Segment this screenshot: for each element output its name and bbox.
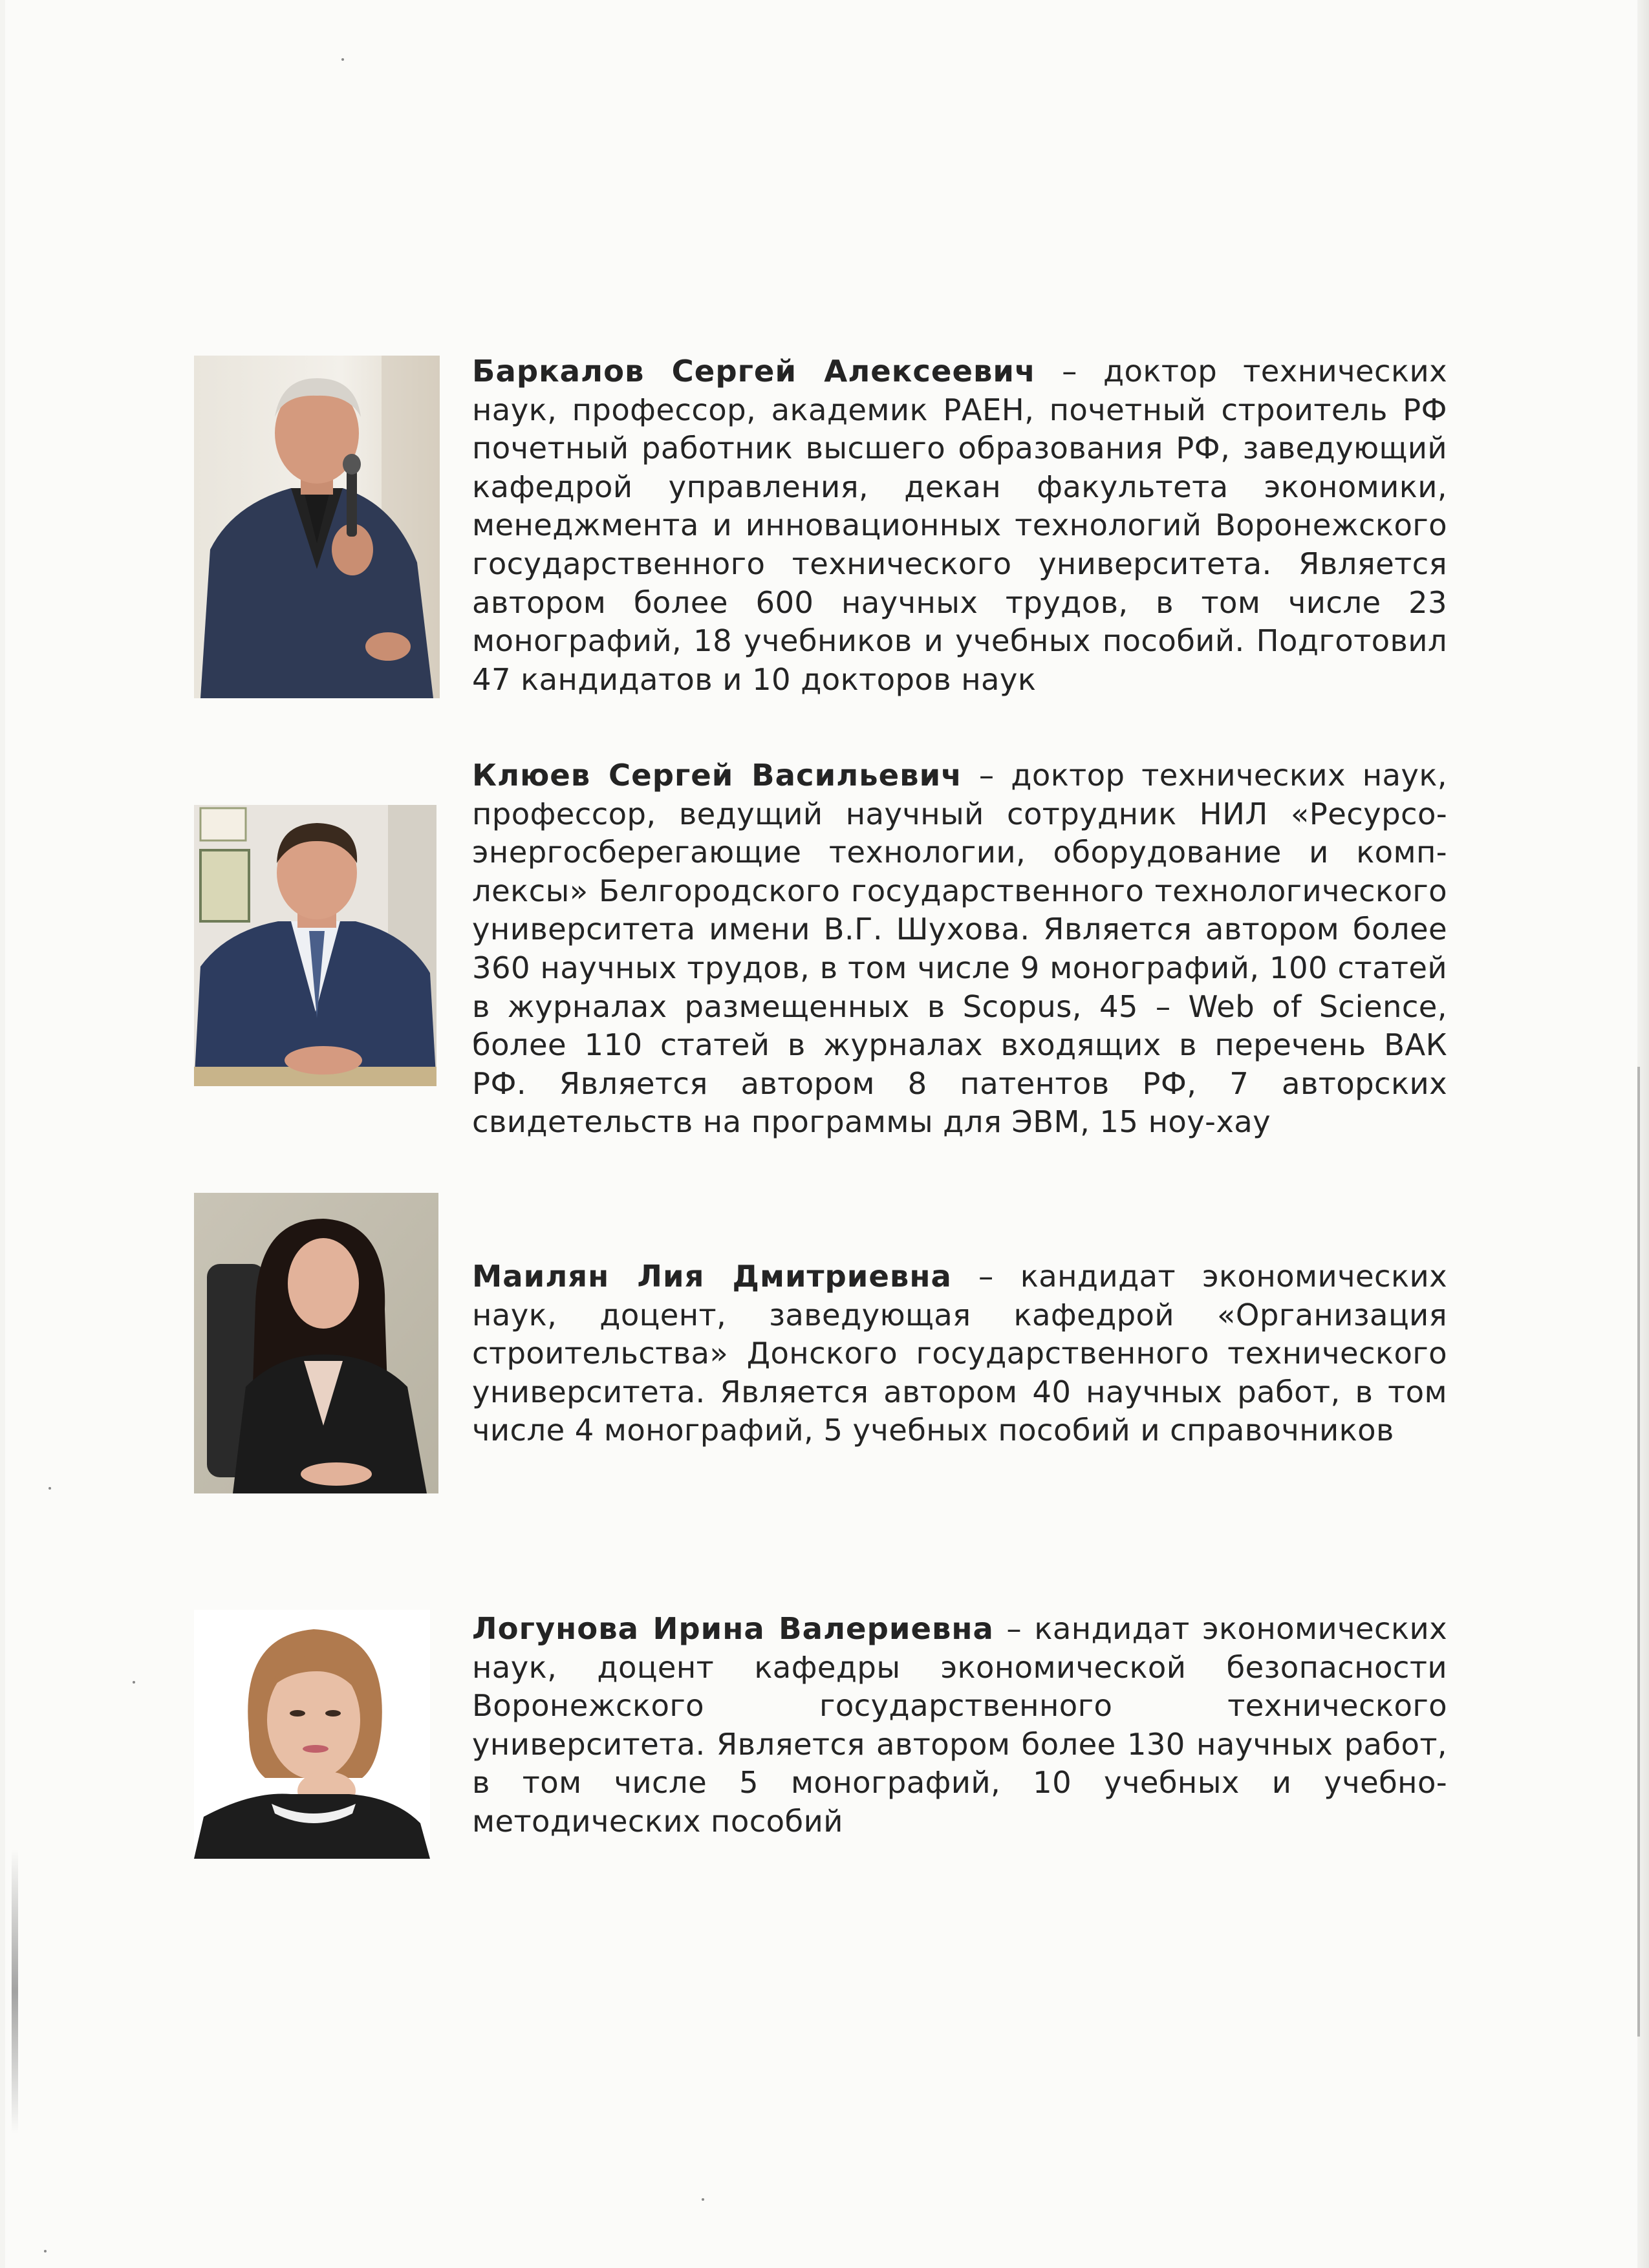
author-name: Маилян Лия Дмитриевна — [472, 1259, 952, 1294]
author-bio-text: кандидат экономических наук, доцент, заведующая кафедрой «Организация строительства» Донского государственного технического университета. Является автором 40 научных работ, в том числе 4 монографий, 5 учебных пособий и справочников — [472, 1259, 1447, 1448]
scan-streak — [12, 1849, 18, 2134]
author-bio — [472, 1610, 1447, 1841]
author-photo-image — [194, 1610, 430, 1859]
author-photo — [194, 356, 440, 698]
author-name: Баркалов Сергей Алексеевич — [472, 354, 1036, 389]
author-entry — [194, 1193, 1455, 1497]
author-photo — [194, 805, 436, 1086]
author-bio — [472, 756, 1447, 1142]
author-entry — [194, 756, 1455, 1157]
scan-speck — [133, 1681, 135, 1684]
scan-speck — [702, 2198, 704, 2201]
author-entry — [194, 352, 1455, 714]
author-photo-image — [194, 1193, 438, 1493]
author-bio-text: кандидат экономических наук, доцент кафедры экономической безопасности Воронежского государственного технического университета. Является автором более 130 научных работ, в том числе 5 монографий, 10 учебных и учебно-методических пособий — [472, 1611, 1447, 1839]
author-photo — [194, 1610, 430, 1859]
scan-edge-left — [0, 0, 5, 2268]
author-name: Логунова Ирина Валериевна — [472, 1611, 994, 1646]
author-bio — [472, 352, 1447, 699]
author-photo-image — [194, 805, 436, 1086]
author-photo-image — [194, 356, 440, 698]
scan-speck — [44, 2250, 47, 2252]
author-bio-text: доктор технических наук, профессор, академик РАЕН, почетный строитель РФ почетный работник высшего образования РФ, заведующий кафедрой управления, декан факультета экономики, менеджмента и инновационных технологий Воронежского государственного технического университета. Является автором более 600 научных трудов, в том числе 23 монографий, 18 учебников и учебных пособий. Подготовил 47 кандидатов и 10 докторов наук — [472, 354, 1448, 697]
name-dash: – — [951, 1259, 1020, 1294]
author-bio-text: доктор технических наук, профессор, ведущий научный сотрудник НИЛ «Ресурсо-энергосберегающие технологии, оборудование и комп-лексы» Белгородского государственного технологического университета имени В.Г. Шухова. Является автором более 360 научных трудов, в том числе 9 монографий, 100 статей в журналах размещенных в Scopus, 45 – Web of Science, более 110 статей в журналах входящих в перечень ВАК РФ. Является автором 8 патентов РФ, 7 авторских свидетельств на программы для ЭВМ, 15 ноу-хау — [472, 758, 1447, 1140]
scan-speck — [48, 1487, 51, 1490]
author-bio — [472, 1257, 1447, 1450]
name-dash: – — [993, 1611, 1035, 1646]
scan-streak — [1637, 1067, 1640, 2037]
author-name: Клюев Сергей Васильевич — [472, 758, 963, 793]
name-dash: – — [962, 758, 1011, 793]
author-photo — [194, 1193, 438, 1493]
scan-speck — [341, 58, 344, 61]
name-dash: – — [1035, 354, 1103, 389]
author-entry — [194, 1610, 1455, 1868]
